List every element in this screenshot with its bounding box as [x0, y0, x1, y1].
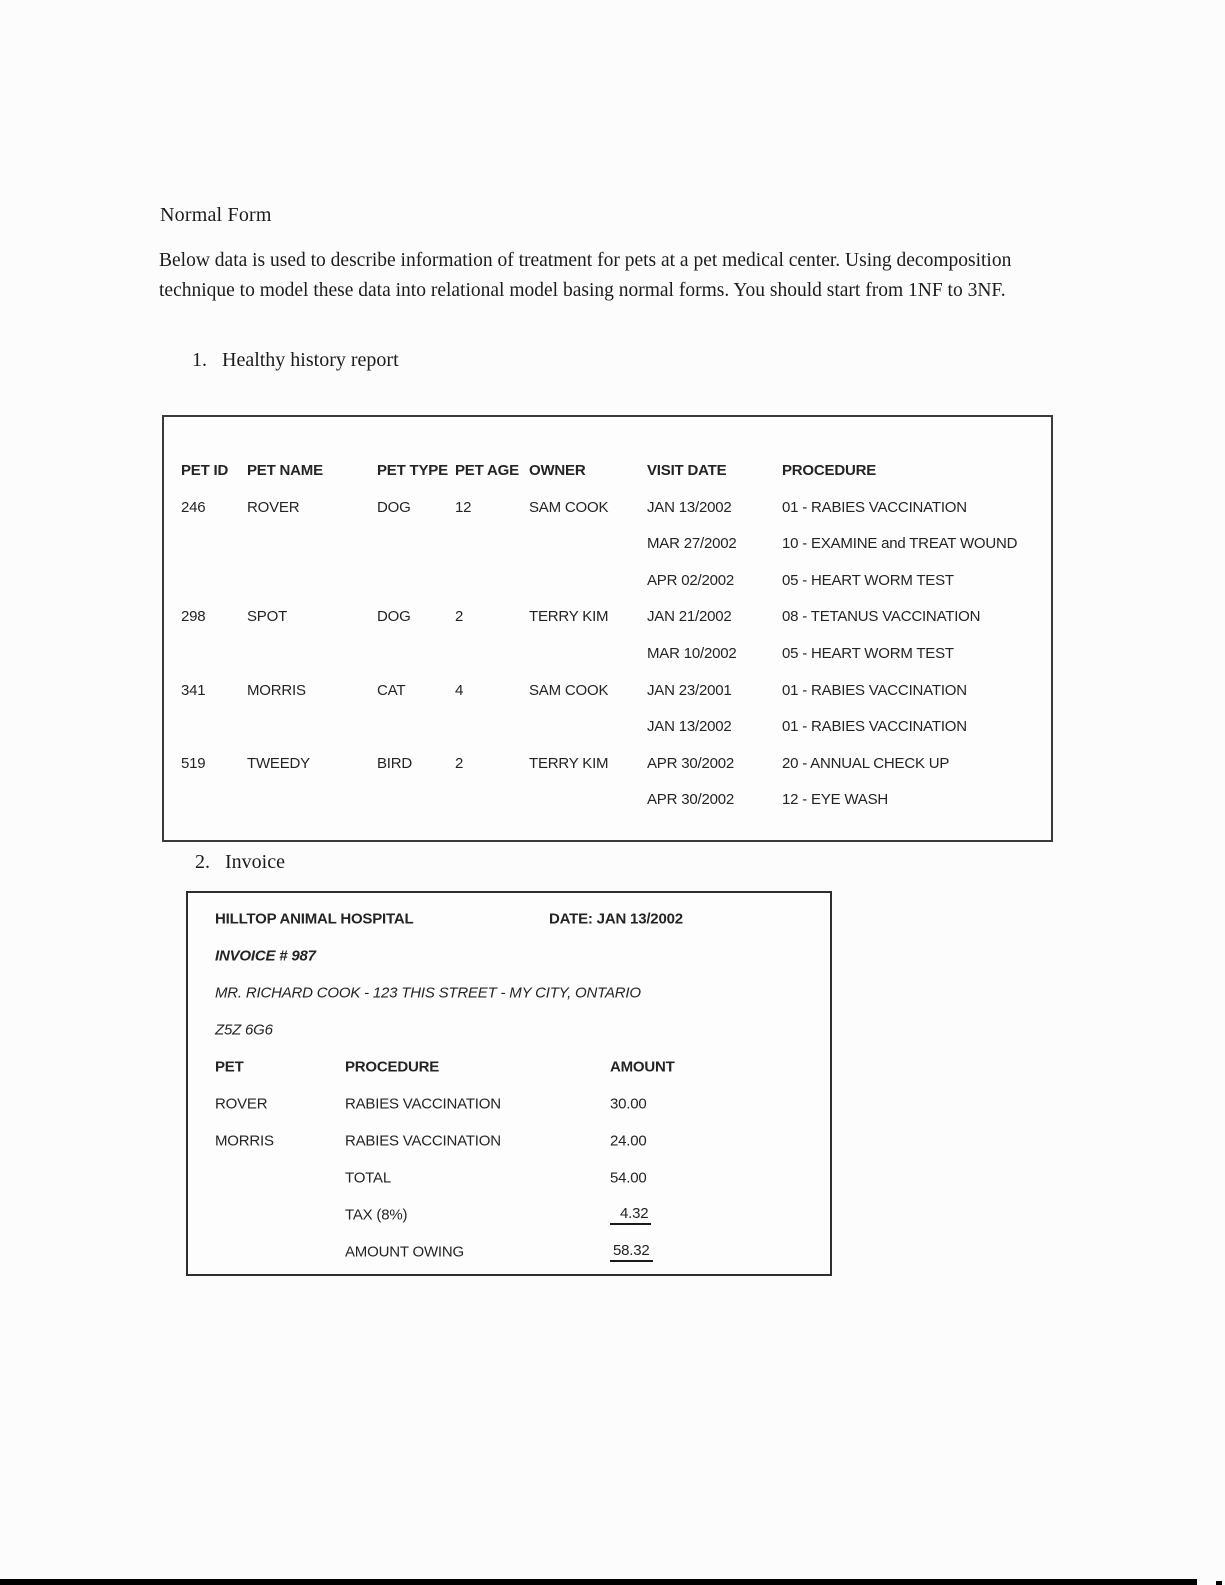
report-cell-empty	[181, 782, 247, 819]
report-cell-visit-date: APR 30/2002	[647, 754, 735, 772]
report-header-procedure: PROCEDURE	[782, 462, 877, 479]
report-cell-procedure: 05 - HEART WORM TEST	[782, 644, 954, 662]
report-cell-pet-id: 519	[181, 754, 206, 772]
report-cell-empty	[529, 782, 647, 819]
report-cell-empty	[247, 526, 377, 563]
invoice-header-row	[188, 900, 830, 937]
report-cell-empty	[377, 526, 455, 563]
report-cell-pet-name: ROVER	[247, 498, 300, 516]
report-cell-pet-type: BIRD	[377, 754, 413, 772]
invoice-line-rover	[188, 1085, 830, 1122]
report-cell-pet-id: 246	[181, 498, 206, 516]
intro-line-2: technique to model these data into relational model basing normal forms. You should start from 1NF to 3NF.	[159, 280, 1006, 301]
report-cell-procedure: 01 - RABIES VACCINATION	[782, 718, 967, 736]
report-header-visit-date: VISIT DATE	[647, 462, 727, 479]
invoice-customer-row	[188, 974, 830, 1011]
page-title: Normal Form	[160, 204, 272, 226]
report-cell-procedure: 10 - EXAMINE and TREAT WOUND	[782, 535, 1018, 553]
invoice-line-morris	[188, 1122, 830, 1159]
invoice-line-amount-owing	[188, 1233, 830, 1270]
report-cell-visit-date: MAR 10/2002	[647, 644, 737, 662]
intro-line-1: Below data is used to describe information of treatment for pets at a pet medical center. Using decomposition	[159, 250, 1012, 271]
report-cell-empty	[529, 636, 647, 673]
report-cell-empty	[377, 563, 455, 600]
list-item-healthy-history-report	[192, 349, 399, 372]
report-cell-pet-id: 298	[181, 608, 206, 626]
report-cell-empty	[455, 782, 529, 819]
invoice-line-tax	[188, 1196, 830, 1233]
invoice-cell-amount: 24.00	[610, 1132, 647, 1149]
scan-artifact-dot	[1216, 1581, 1222, 1585]
report-cell-empty	[181, 709, 247, 746]
invoice-customer-address: MR. RICHARD COOK - 123 THIS STREET - MY CITY, ONTARIO	[215, 984, 641, 1001]
invoice-tax-label: TAX (8%)	[345, 1206, 408, 1223]
healthy-history-report-table	[164, 417, 1051, 819]
report-cell-visit-date: APR 02/2002	[647, 571, 735, 589]
report-cell-empty	[247, 636, 377, 673]
report-cell-procedure: 12 - EYE WASH	[782, 791, 889, 809]
report-cell-procedure: 08 - TETANUS VACCINATION	[782, 608, 981, 626]
invoice-header-pet: PET	[215, 1058, 244, 1075]
report-cell-owner: SAM COOK	[529, 498, 609, 516]
invoice-hospital-name: HILLTOP ANIMAL HOSPITAL	[215, 910, 414, 927]
report-cell-owner: TERRY KIM	[529, 608, 609, 626]
invoice-number-row	[188, 937, 830, 974]
report-cell-visit-date: JAN 23/2001	[647, 681, 732, 699]
report-cell-empty	[247, 563, 377, 600]
invoice-total-amount: 54.00	[610, 1169, 647, 1186]
report-cell-empty	[377, 709, 455, 746]
report-cell-pet-age: 2	[455, 754, 464, 772]
invoice-date: DATE: JAN 13/2002	[549, 910, 683, 927]
invoice-owing-label: AMOUNT OWING	[345, 1243, 464, 1260]
report-header-pet-type: PET TYPE	[377, 462, 448, 479]
list-label: Invoice	[225, 851, 285, 873]
report-cell-empty	[455, 709, 529, 746]
report-cell-owner: TERRY KIM	[529, 754, 609, 772]
invoice-cell-pet: ROVER	[215, 1095, 268, 1112]
report-cell-empty	[455, 636, 529, 673]
report-cell-visit-date: APR 30/2002	[647, 791, 735, 809]
invoice-cell-pet: MORRIS	[215, 1132, 274, 1149]
report-header-pet-name: PET NAME	[247, 462, 323, 479]
invoice-cell-amount: 30.00	[610, 1095, 647, 1112]
report-cell-procedure: 05 - HEART WORM TEST	[782, 571, 954, 589]
report-cell-empty	[181, 636, 247, 673]
report-cell-pet-age: 4	[455, 681, 464, 699]
report-cell-pet-id: 341	[181, 681, 206, 699]
intro-paragraph	[159, 246, 1089, 306]
report-cell-empty	[455, 526, 529, 563]
invoice-tax-amount: 4.32	[610, 1205, 651, 1225]
invoice-table-header-row	[188, 1048, 830, 1085]
invoice-postal-code: Z5Z 6G6	[215, 1021, 273, 1038]
list-number: 1.	[192, 349, 207, 371]
report-cell-empty	[181, 563, 247, 600]
invoice-total-label: TOTAL	[345, 1169, 391, 1186]
report-header-owner: OWNER	[529, 462, 586, 479]
invoice-postal-row	[188, 1011, 830, 1048]
invoice-number: INVOICE # 987	[215, 947, 316, 964]
report-cell-visit-date: JAN 21/2002	[647, 608, 732, 626]
invoice-owing-amount: 58.32	[610, 1242, 653, 1262]
report-cell-procedure: 01 - RABIES VACCINATION	[782, 498, 967, 516]
list-item-invoice	[195, 851, 285, 874]
report-cell-pet-name: MORRIS	[247, 681, 306, 699]
report-header-pet-id: PET ID	[181, 462, 229, 479]
list-number: 2.	[195, 851, 210, 873]
report-cell-procedure: 20 - ANNUAL CHECK UP	[782, 754, 950, 772]
report-cell-empty	[247, 709, 377, 746]
report-cell-empty	[529, 526, 647, 563]
report-cell-empty	[529, 563, 647, 600]
report-cell-visit-date: MAR 27/2002	[647, 535, 737, 553]
list-label: Healthy history report	[222, 349, 399, 371]
report-cell-visit-date: JAN 13/2002	[647, 718, 732, 736]
report-cell-procedure: 01 - RABIES VACCINATION	[782, 681, 967, 699]
scan-artifact-bar	[0, 1579, 1197, 1585]
invoice-cell-procedure: RABIES VACCINATION	[345, 1095, 501, 1112]
report-cell-visit-date: JAN 13/2002	[647, 498, 732, 516]
report-cell-owner: SAM COOK	[529, 681, 609, 699]
report-cell-pet-age: 2	[455, 608, 464, 626]
report-cell-pet-type: CAT	[377, 681, 406, 699]
report-cell-empty	[529, 709, 647, 746]
report-cell-pet-name: SPOT	[247, 608, 288, 626]
invoice-line-total	[188, 1159, 830, 1196]
invoice-header-procedure: PROCEDURE	[345, 1058, 440, 1075]
report-cell-pet-type: DOG	[377, 498, 411, 516]
report-cell-pet-type: DOG	[377, 608, 411, 626]
invoice-cell-procedure: RABIES VACCINATION	[345, 1132, 501, 1149]
healthy-history-report-box	[162, 415, 1053, 842]
report-cell-empty	[377, 636, 455, 673]
report-cell-pet-age: 12	[455, 498, 472, 516]
report-header-pet-age: PET AGE	[455, 462, 519, 479]
invoice-box	[186, 891, 832, 1276]
report-cell-empty	[455, 563, 529, 600]
report-cell-empty	[181, 526, 247, 563]
invoice-header-amount: AMOUNT	[610, 1058, 675, 1075]
report-cell-empty	[377, 782, 455, 819]
report-cell-pet-name: TWEEDY	[247, 754, 310, 772]
report-cell-empty	[247, 782, 377, 819]
